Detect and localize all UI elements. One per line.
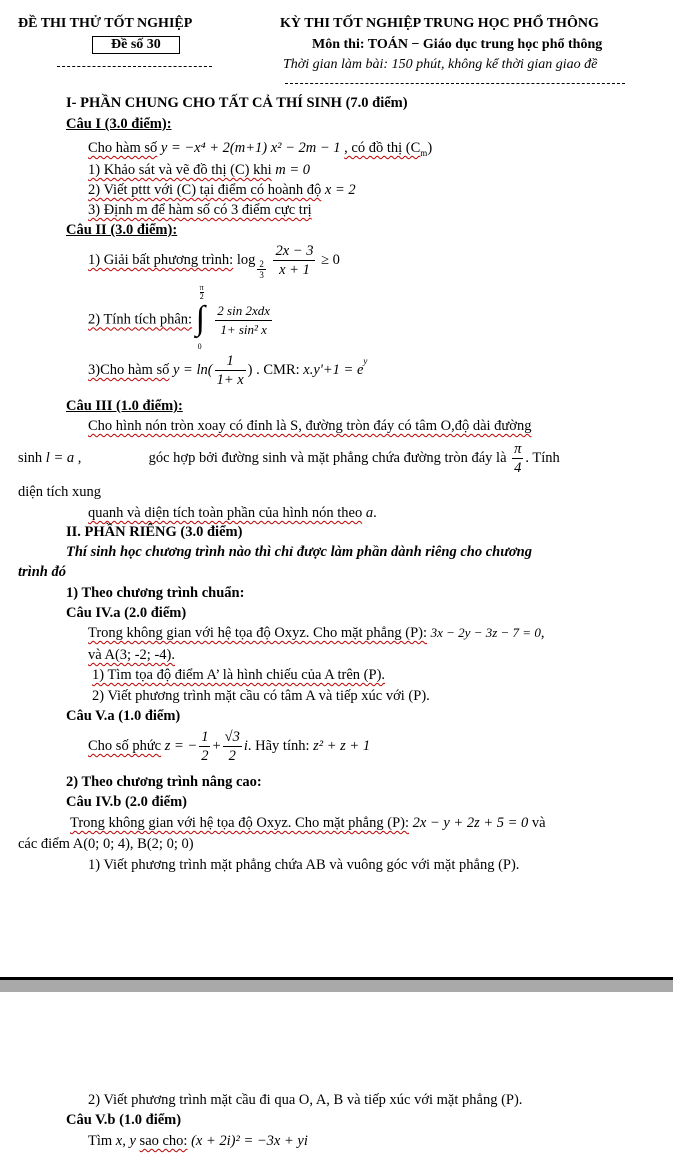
q3-line-2 bbox=[18, 440, 560, 477]
q1-item-3: 3) Định m để hàm số có 3 điểm cực trị bbox=[88, 202, 312, 218]
q1-graph-sub: m bbox=[420, 147, 428, 158]
q4b-item-2: 2) Viết phương trình mặt cầu đi qua O, A, B và tiếp xúc với mặt phẳng (P). bbox=[88, 1092, 523, 1108]
q3-line-4-end: . bbox=[373, 505, 377, 521]
q2-item-1-fraction bbox=[273, 242, 315, 279]
q2-item-1-den: x + 1 bbox=[279, 262, 310, 278]
q3-frac-num: π bbox=[514, 441, 522, 457]
q1-item-2-math: x = 2 bbox=[324, 182, 356, 198]
header-left-title: ĐỀ THI THỬ TỐT NGHIỆP bbox=[18, 16, 193, 31]
q3-line-2d: . Tính bbox=[525, 450, 560, 466]
q2-item-3-num: 1 bbox=[215, 352, 246, 371]
q5a-f2-num: √3 bbox=[224, 729, 240, 745]
q2-item-3 bbox=[88, 352, 367, 389]
q2-item-1 bbox=[88, 242, 340, 280]
q5a-f1-den: 2 bbox=[201, 748, 209, 764]
q4a-item-2: 2) Viết phương trình mặt cầu có tâm A và tiếp xúc với (P). bbox=[92, 688, 430, 704]
q2-item-3-func: y = ln( bbox=[172, 362, 213, 378]
q2-item-1-text: 1) Giải bất phương trình: bbox=[88, 252, 234, 268]
q3-line-2b: l = a , bbox=[45, 450, 82, 466]
integral-glyph: ∫ bbox=[195, 300, 205, 337]
standard-program-title: 1) Theo chương trình chuẩn: bbox=[66, 585, 245, 601]
q2-item-3-fraction bbox=[215, 352, 246, 389]
q2-item-2-text: 2) Tính tích phân: bbox=[88, 311, 193, 328]
q5b-line bbox=[88, 1133, 308, 1150]
log-base-den: 3 bbox=[259, 269, 264, 280]
header-right-title: KỲ THI TỐT NGHIỆP TRUNG HỌC PHỔ THÔNG bbox=[280, 16, 599, 31]
q3-line-4 bbox=[88, 505, 377, 522]
q4b-plane: 2x − y + 2z + 5 = 0 bbox=[412, 815, 529, 831]
q1-item-1-text: 1) Khảo sát và vẽ đồ thị (C) khi bbox=[88, 162, 272, 178]
header-right-divider bbox=[285, 83, 625, 84]
integral-upper-den: 2 bbox=[199, 292, 204, 301]
q1-item-2 bbox=[88, 182, 356, 199]
q3-line-4-text: quanh và diện tích toàn phần của hình nón theo bbox=[88, 505, 363, 521]
q5a-title: Câu V.a (1.0 điểm) bbox=[66, 708, 181, 724]
q3-line-1 bbox=[88, 418, 531, 435]
q4a-item-1: 1) Tìm tọa độ điểm A’ là hình chiếu của A trên (P). bbox=[92, 667, 386, 683]
q2-item-1-num: 2x − 3 bbox=[275, 243, 314, 259]
q5a-ask: . Hãy tính: bbox=[247, 738, 310, 754]
q3-line-3: diện tích xung bbox=[18, 484, 101, 500]
part2-title: II. PHẦN RIÊNG (3.0 điểm) bbox=[66, 524, 243, 540]
q5a-fraction-1 bbox=[199, 728, 210, 765]
integral-upper bbox=[200, 284, 204, 301]
q2-item-3-exp: y bbox=[363, 355, 368, 366]
integral-sign bbox=[195, 283, 210, 351]
advanced-program-title: 2) Theo chương trình nâng cao: bbox=[66, 774, 262, 790]
q3-title: Câu III (1.0 điểm): bbox=[66, 398, 183, 414]
q4b-line-2: các điểm A(0; 0; 4), B(2; 0; 0) bbox=[18, 836, 194, 852]
q5a-line-text: Cho số phức bbox=[88, 738, 162, 754]
q2-item-3-end: ) bbox=[247, 362, 253, 378]
q4a-plane: 3x − 2y − 3z − 7 = 0 bbox=[430, 625, 541, 640]
q2-item-2-den: 1+ sin² x bbox=[220, 321, 267, 337]
q5b-line-text: Tìm bbox=[88, 1133, 113, 1149]
part2-note-2: trình đó bbox=[18, 564, 66, 580]
q5b-vars: x, y bbox=[115, 1133, 136, 1149]
q1-item-1 bbox=[88, 162, 310, 179]
q5a-plus: + bbox=[212, 738, 221, 754]
q1-graph-label: , có đồ thị (C bbox=[344, 140, 421, 156]
q2-item-2-num: 2 sin 2xdx bbox=[215, 302, 272, 321]
q2-item-3-cmr: . CMR: bbox=[256, 362, 300, 378]
q1-item-1-math: m = 0 bbox=[275, 162, 311, 178]
q4b-title: Câu IV.b (2.0 điểm) bbox=[66, 794, 187, 810]
q3-line-2c: góc hợp bởi đường sinh và mặt phẳng chứa đường tròn đáy là bbox=[148, 450, 507, 466]
q3-line-4-math: a bbox=[365, 505, 374, 521]
q2-item-1-rhs: ≥ 0 bbox=[321, 252, 340, 268]
q2-item-2-fraction bbox=[215, 302, 272, 339]
q4a-line-1-end: , bbox=[540, 625, 545, 641]
q2-title: Câu II (3.0 điểm): bbox=[66, 222, 178, 238]
q5a-expr: z² + z + 1 bbox=[313, 738, 371, 754]
q1-intro-text: Cho hàm số bbox=[88, 140, 158, 156]
q5b-equation: (x + 2i)² = −3x + yi bbox=[191, 1133, 308, 1149]
q4a-line-1 bbox=[88, 625, 544, 642]
part1-title: I- PHẦN CHUNG CHO TẤT CẢ THÍ SINH (7.0 điểm) bbox=[66, 95, 408, 111]
q4a-line-2: và A(3; -2; -4). bbox=[88, 647, 175, 663]
q1-intro bbox=[88, 140, 432, 158]
q5a-f2-den: 2 bbox=[228, 748, 236, 764]
exam-subject: Môn thi: TOÁN − Giáo dục trung học phổ thông bbox=[312, 37, 603, 52]
integral-lower: 0 bbox=[197, 342, 202, 351]
part2-note-1: Thí sinh học chương trình nào thì chỉ được làm phần dành riêng cho chương bbox=[66, 544, 532, 560]
page-break-bar bbox=[0, 980, 673, 992]
q1-graph-end: ) bbox=[427, 140, 433, 156]
integral-upper-num: π bbox=[199, 283, 204, 292]
q5a-i: i bbox=[243, 738, 248, 754]
q5a-z: z = − bbox=[164, 738, 198, 754]
q1-item-2-text: 2) Viết pttt với (C) tại điểm có hoành độ bbox=[88, 182, 322, 198]
q5a-line bbox=[88, 728, 370, 765]
q2-item-3-den: 1+ x bbox=[216, 372, 244, 388]
q2-item-1-log-base bbox=[257, 259, 266, 280]
q4a-title: Câu IV.a (2.0 điểm) bbox=[66, 605, 187, 621]
exam-number-box: Đề số 30 bbox=[92, 36, 180, 54]
q3-frac-den: 4 bbox=[514, 460, 522, 476]
q2-item-3-text: 3)Cho hàm số bbox=[88, 362, 170, 378]
q5a-fraction-2 bbox=[223, 728, 242, 765]
q3-fraction bbox=[512, 440, 523, 477]
q3-line-1-text: Cho hình nón tròn xoay có đỉnh là S, đường tròn đáy có tâm O,độ dài đường bbox=[88, 418, 532, 434]
log-base-num: 2 bbox=[259, 258, 264, 269]
q2-item-2 bbox=[88, 283, 274, 351]
q5b-title: Câu V.b (1.0 điểm) bbox=[66, 1112, 182, 1128]
q3-line-2a: sinh bbox=[18, 450, 43, 466]
q5b-mid: sao cho: bbox=[139, 1133, 188, 1149]
q4b-item-1: 1) Viết phương trình mặt phẳng chứa AB và vuông góc với mặt phẳng (P). bbox=[88, 857, 520, 873]
q1-title: Câu I (3.0 điểm): bbox=[66, 116, 172, 132]
q2-item-1-log: log bbox=[236, 252, 256, 268]
q2-item-3-eq: x.y'+1 = e bbox=[303, 362, 364, 378]
q5a-f1-num: 1 bbox=[201, 729, 209, 745]
exam-time: Thời gian làm bài: 150 phút, không kể thời gian giao đề bbox=[283, 57, 598, 72]
q4b-line-1-text: Trong không gian với hệ tọa độ Oxyz. Cho mặt phẳng (P): bbox=[70, 815, 409, 831]
header-left-divider bbox=[57, 66, 212, 67]
q4b-va: và bbox=[531, 815, 546, 831]
q1-function: y = −x⁴ + 2(m+1) x² − 2m − 1 bbox=[160, 140, 341, 156]
q4a-line-1-text: Trong không gian với hệ tọa độ Oxyz. Cho mặt phẳng (P): bbox=[88, 625, 427, 641]
q4b-line-1 bbox=[70, 815, 546, 832]
